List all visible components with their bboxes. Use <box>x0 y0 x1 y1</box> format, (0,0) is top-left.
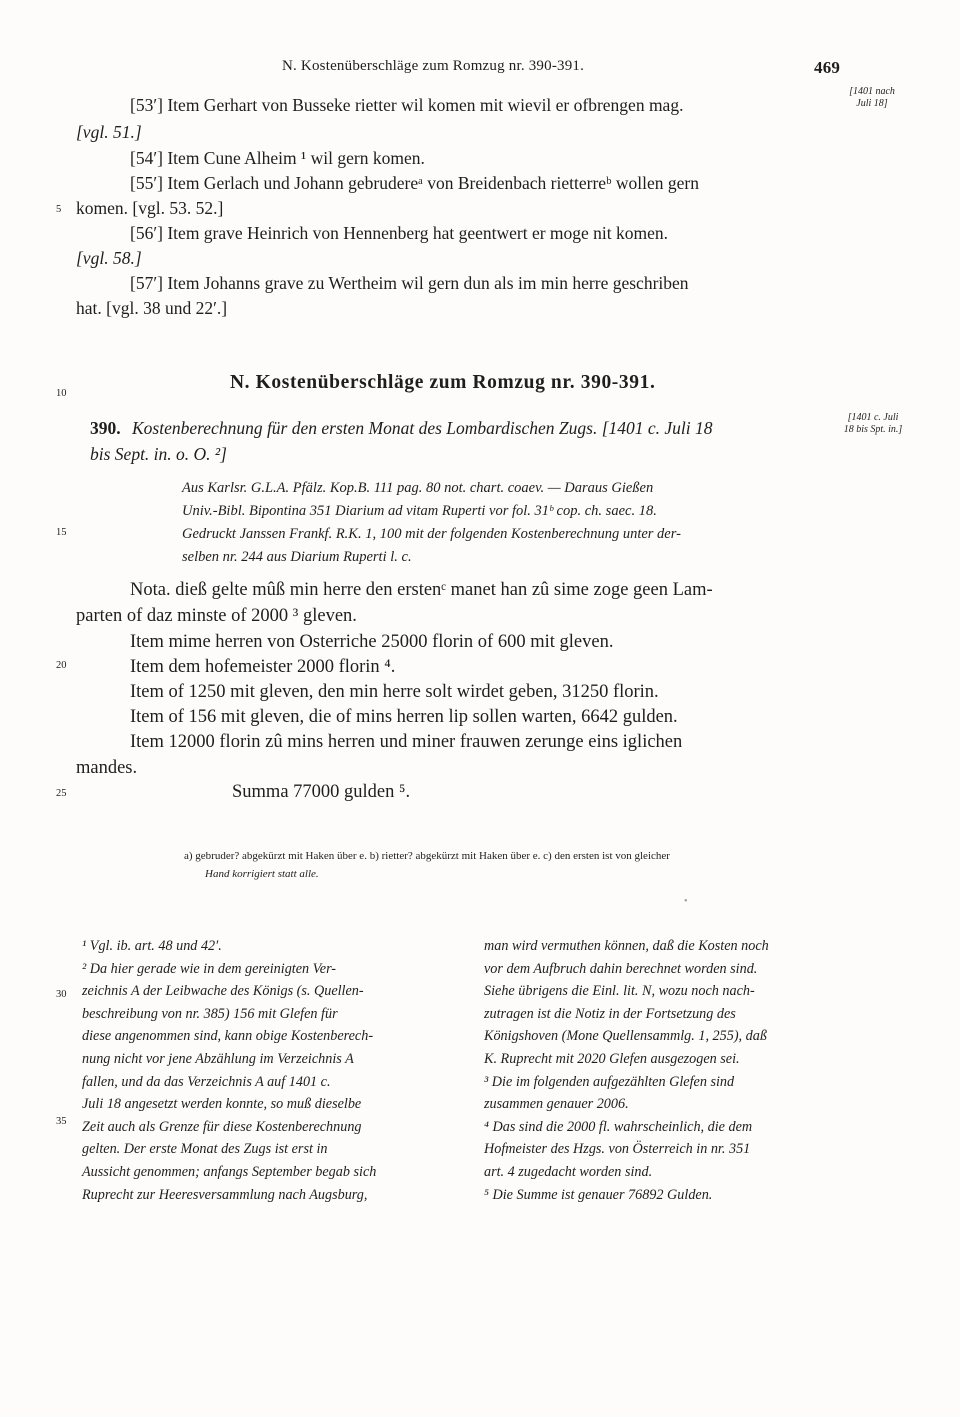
footnote-line: vor dem Aufbruch dahin berechnet worden sind. <box>484 960 758 977</box>
body-line: Item 12000 florin zû mins herren und miner frauwen zerunge eins iglichen <box>130 732 683 752</box>
text-line: [vgl. 51.] <box>76 122 142 142</box>
text-line: [57′] Item Johanns grave zu Wertheim wil gern dun als im min herre geschriben <box>130 273 689 293</box>
apparatus-line-2: Hand korrigiert statt alle. <box>205 868 319 880</box>
page-number: 469 <box>814 58 841 77</box>
scan-mark: • <box>684 896 688 907</box>
footnote-line: ³ Die im folgenden aufgezählten Glefen sind <box>484 1073 735 1090</box>
line-number: 35 <box>56 1116 67 1127</box>
doc-title-line-1: Kostenberechnung für den ersten Monat des Lombardischen Zugs. [1401 c. Juli 18 <box>132 418 713 438</box>
text-line: [54′] Item Cune Alheim ¹ wil gern komen. <box>130 148 425 168</box>
footnote-line: zutragen ist die Notiz in der Fortsetzung des <box>484 1005 736 1022</box>
footnote-line: Ruprecht zur Heeresversammlung nach Augsburg, <box>82 1186 368 1203</box>
footnote-line: Aussicht genommen; anfangs September begab sich <box>82 1164 377 1180</box>
footnote-line: ¹ Vgl. ib. art. 48 und 42′. <box>82 938 222 954</box>
footnote-line: Königshoven (Mone Quellensammlg. 1, 255), daß <box>484 1028 767 1045</box>
source-line: Aus Karlsr. G.L.A. Pfälz. Kop.B. 111 pag. 80 not. chart. coaev. — Daraus Gießen <box>182 480 654 496</box>
doc-title-line-2: bis Sept. in. o. O. ²] <box>90 444 227 464</box>
footnote-line: art. 4 zugedacht worden sind. <box>484 1164 653 1180</box>
apparatus-line-1: a) gebruder? abgekürzt mit Haken über e. b) rietter? abgekürzt mit Haken über e. c) den ersten ist von gleicher <box>184 850 670 862</box>
text-line: [vgl. 58.] <box>76 248 142 268</box>
footnote-line: Hofmeister des Hzgs. von Österreich in nr. 351 <box>484 1141 751 1158</box>
source-line: selben nr. 244 aus Diarium Ruperti l. c. <box>182 549 412 565</box>
footnote-line: ² Da hier gerade wie in dem gereinigten Ver- <box>82 960 337 977</box>
text-line: [53′] Item Gerhart von Busseke rietter wil komen mit wievil er ofbrengen mag. <box>130 95 684 115</box>
source-line: Univ.-Bibl. Bipontina 351 Diarium ad vitam Ruperti vor fol. 31ᵇ cop. ch. saec. 18. <box>182 503 657 519</box>
line-number: 15 <box>56 527 67 538</box>
body-line: Nota. dieß gelte mûß min herre den erstenᶜ manet han zû sime zoge geen Lam- <box>130 580 713 600</box>
footnote-line: beschreibung von nr. 385) 156 mit Glefen für <box>82 1005 338 1022</box>
body-line: mandes. <box>76 758 138 778</box>
footnote-line: diese angenommen sind, kann obige Kostenberech- <box>82 1028 374 1045</box>
body-line: Summa 77000 gulden ⁵. <box>232 782 411 802</box>
section-heading: N. Kostenüberschläge zum Romzug nr. 390-391. <box>230 372 656 393</box>
text-line: komen. [vgl. 53. 52.] <box>76 198 224 218</box>
line-number: 20 <box>56 660 67 671</box>
body-line: Item of 156 mit gleven, die of mins herren lip sollen warten, 6642 gulden. <box>130 707 678 727</box>
footnote-line: K. Ruprecht mit 2020 Glefen ausgezogen sei. <box>484 1051 740 1067</box>
running-header-title: N. Kostenüberschläge zum Romzug nr. 390-391. <box>282 58 585 74</box>
footnote-line: fallen, und da das Verzeichnis A auf 1401 c. <box>82 1073 331 1090</box>
footnote-line: zeichnis A der Leibwache des Königs (s. Quellen- <box>82 983 364 1000</box>
line-number: 5 <box>56 204 62 215</box>
footnote-line: gelten. Der erste Monat des Zugs ist erst in <box>82 1141 328 1158</box>
text-line: hat. [vgl. 38 und 22′.] <box>76 298 228 318</box>
text-line: [56′] Item grave Heinrich von Hennenberg hat geentwert er moge nit komen. <box>130 223 669 243</box>
text-line: [55′] Item Gerlach und Johann gebrudereᵃ von Breidenbach rietterreᵇ wollen gern <box>130 173 699 193</box>
footnote-line: Juli 18 angesetzt werden konnte, so muß dieselbe <box>82 1096 362 1113</box>
body-line: Item of 1250 mit gleven, den min herre solt wirdet geben, 31250 florin. <box>130 682 659 702</box>
margin-note-doc: [1401 c. Juli 18 bis Spt. in.] <box>843 412 903 435</box>
margin-note-top: [1401 nach Juli 18] <box>849 86 895 109</box>
footnote-line: ⁵ Die Summe ist genauer 76892 Gulden. <box>484 1186 713 1203</box>
footnote-line: ⁴ Das sind die 2000 fl. wahrscheinlich, die dem <box>484 1118 753 1135</box>
line-number: 25 <box>56 788 67 799</box>
doc-number: 390. <box>90 418 121 438</box>
body-line: parten of daz minste of 2000 ³ gleven. <box>76 606 357 626</box>
line-number: 10 <box>56 388 67 399</box>
body-line: Item mime herren von Osterriche 25000 florin of 600 mit gleven. <box>130 632 614 652</box>
source-line: Gedruckt Janssen Frankf. R.K. 1, 100 mit der folgenden Kostenberechnung unter der- <box>182 526 681 542</box>
line-number: 30 <box>56 989 67 1000</box>
footnote-line: nung nicht vor jene Abzählung im Verzeichnis A <box>82 1051 354 1067</box>
footnote-line: Siehe übrigens die Einl. lit. N, wozu noch nach- <box>484 983 755 1000</box>
footnote-line: Zeit auch als Grenze für diese Kostenberechnung <box>82 1118 362 1135</box>
footnote-line: zusammen genauer 2006. <box>484 1096 629 1113</box>
body-line: Item dem hofemeister 2000 florin ⁴. <box>130 657 396 677</box>
footnote-line: man wird vermuthen können, daß die Kosten noch <box>484 938 769 954</box>
